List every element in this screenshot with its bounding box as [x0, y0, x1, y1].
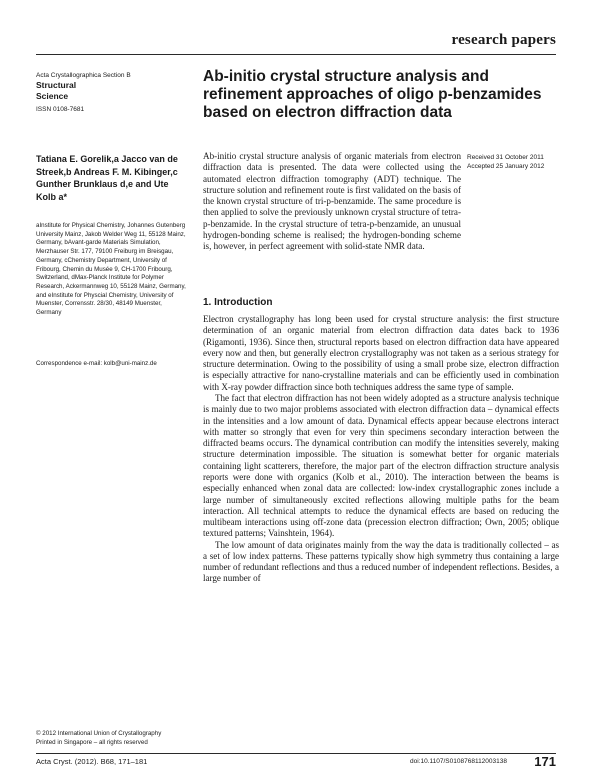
running-header: research papers	[451, 32, 556, 48]
article-title: Ab-initio crystal structure analysis and refinement approaches of oligo p-benzamides based on electron diffraction data	[203, 68, 542, 121]
paragraph: The low amount of data originates mainly from the way the data is traditionally collected – as a set of low index patterns. These patterns typically show high symmetry thus containing a large number of redundant reflections and thus a reduced number of independent reflections. Besides, a large number of	[203, 539, 559, 584]
journal-issn: ISSN 0108-7681	[36, 106, 85, 113]
abstract: Ab-initio crystal structure analysis of organic materials from electron diffraction data is presented. The data were collected using the automated electron diffraction tomography (ADT) technique. The structure solution and refinement route is first validated on the basis of the known crystal structure of tri-p-benzamide. The same procedure is then applied to solve the previously unknown crystal structure of tetra-p-benzamide. In the crystal structure of tetra-p-benzamide, an unusual hydrogen-bonding scheme is realised; the hydrogen-bonding scheme is, however, in perfect agreement with solid-state NMR data.	[203, 151, 461, 252]
copyright-line: © 2012 International Union of Crystallography	[36, 730, 162, 737]
author-list: Tatiana E. Gorelik,a Jacco van de Streek,b Andreas F. M. Kibinger,c Gunther Brunklaus d,e and Ute Kolb a*	[36, 154, 178, 202]
accepted-date: Accepted 25 January 2012	[467, 163, 545, 170]
footer-citation: Acta Cryst. (2012). B68, 171–181	[36, 757, 148, 766]
journal-section-line2: Science	[36, 90, 69, 101]
paragraph: The fact that electron diffraction has not been widely adopted as a structure analysis technique is mainly due to two major problems associated with electron diffraction data – dynamical effects in the intensities and a low amount of data. Dynamical effects appear because electrons interact with matter so strongly that even for very thin specimens secondary interaction between the diffracted beams occurs. The dynamical contribution can modify the intensities severely, making structure determination impossible. The situation is somewhat better for organic materials containing light scatterers, therefore, the major part of the electron diffraction structure analysis reports were done with organics (Kolb et al., 2010). The interaction between the beams is especially enhanced when zonal data are collected: low-index crystallographic zones include a large number of simultaneously excited reflections allowing multiple paths for the beam interaction. All technical attempts to reduce the dynamical effects are based on reducing the multibeam interactions using off-zone data (precession electron diffraction; Own, 2005; oblique textured patterns; Vainshtein, 1964).	[203, 392, 559, 539]
affiliations: aInstitute for Physical Chemistry, Johannes Gutenberg University Mainz, Jakob Welder Weg 11, 55128 Mainz, Germany, bAvant-garde Materials Simulation, Merzhauser Str. 177, 79100 Freiburg im Breisgau, Germany, cChemistry Department, University of Fribourg, Chemin du Musée 9, CH-1700 Fribourg, Switzerland, dMax-Planck Institute for Polymer Research, Ackermannweg 10, 55128 Mainz, Germany, and eInstitute for Physcial Chemistry, University of Muenster, Corrensstr. 28/30, 48149 Muenster, Germany	[36, 222, 186, 317]
section-heading: 1. Introduction	[203, 297, 273, 308]
page-number: 171	[534, 754, 556, 769]
footer-doi: doi:10.1107/S0108768112003138	[410, 758, 507, 765]
correspondence-email: Correspondence e-mail: kolb@uni-mainz.de	[36, 360, 157, 367]
journal-name: Acta Crystallographica Section B	[36, 72, 131, 79]
journal-info	[36, 71, 186, 114]
printed-line: Printed in Singapore – all rights reserved	[36, 738, 148, 746]
header-rule	[36, 54, 556, 55]
introduction-body	[203, 314, 559, 585]
paragraph: Electron crystallography has long been used for crystal structure analysis: the first structure determination of an organic material from electron diffraction data dates back to 1936 (Rigamonti, 1936). Since then, structural reports based on electron diffraction data have appeared every now and then, but generally electron crystallography was not taken as a serious strategy for structure determination. Owing to the possibility of using a small probe size, electron diffraction is especially attractive for nano-crystalline materials and can be efficiently used in combination with X-ray powder diffraction since both techniques address the same type of sample.	[203, 314, 559, 392]
received-date: Received 31 October 2011	[467, 154, 544, 161]
copyright-notice	[36, 730, 206, 747]
footer-rule	[36, 753, 556, 754]
journal-section-line1: Structural	[36, 80, 77, 90]
article-dates	[467, 153, 567, 171]
